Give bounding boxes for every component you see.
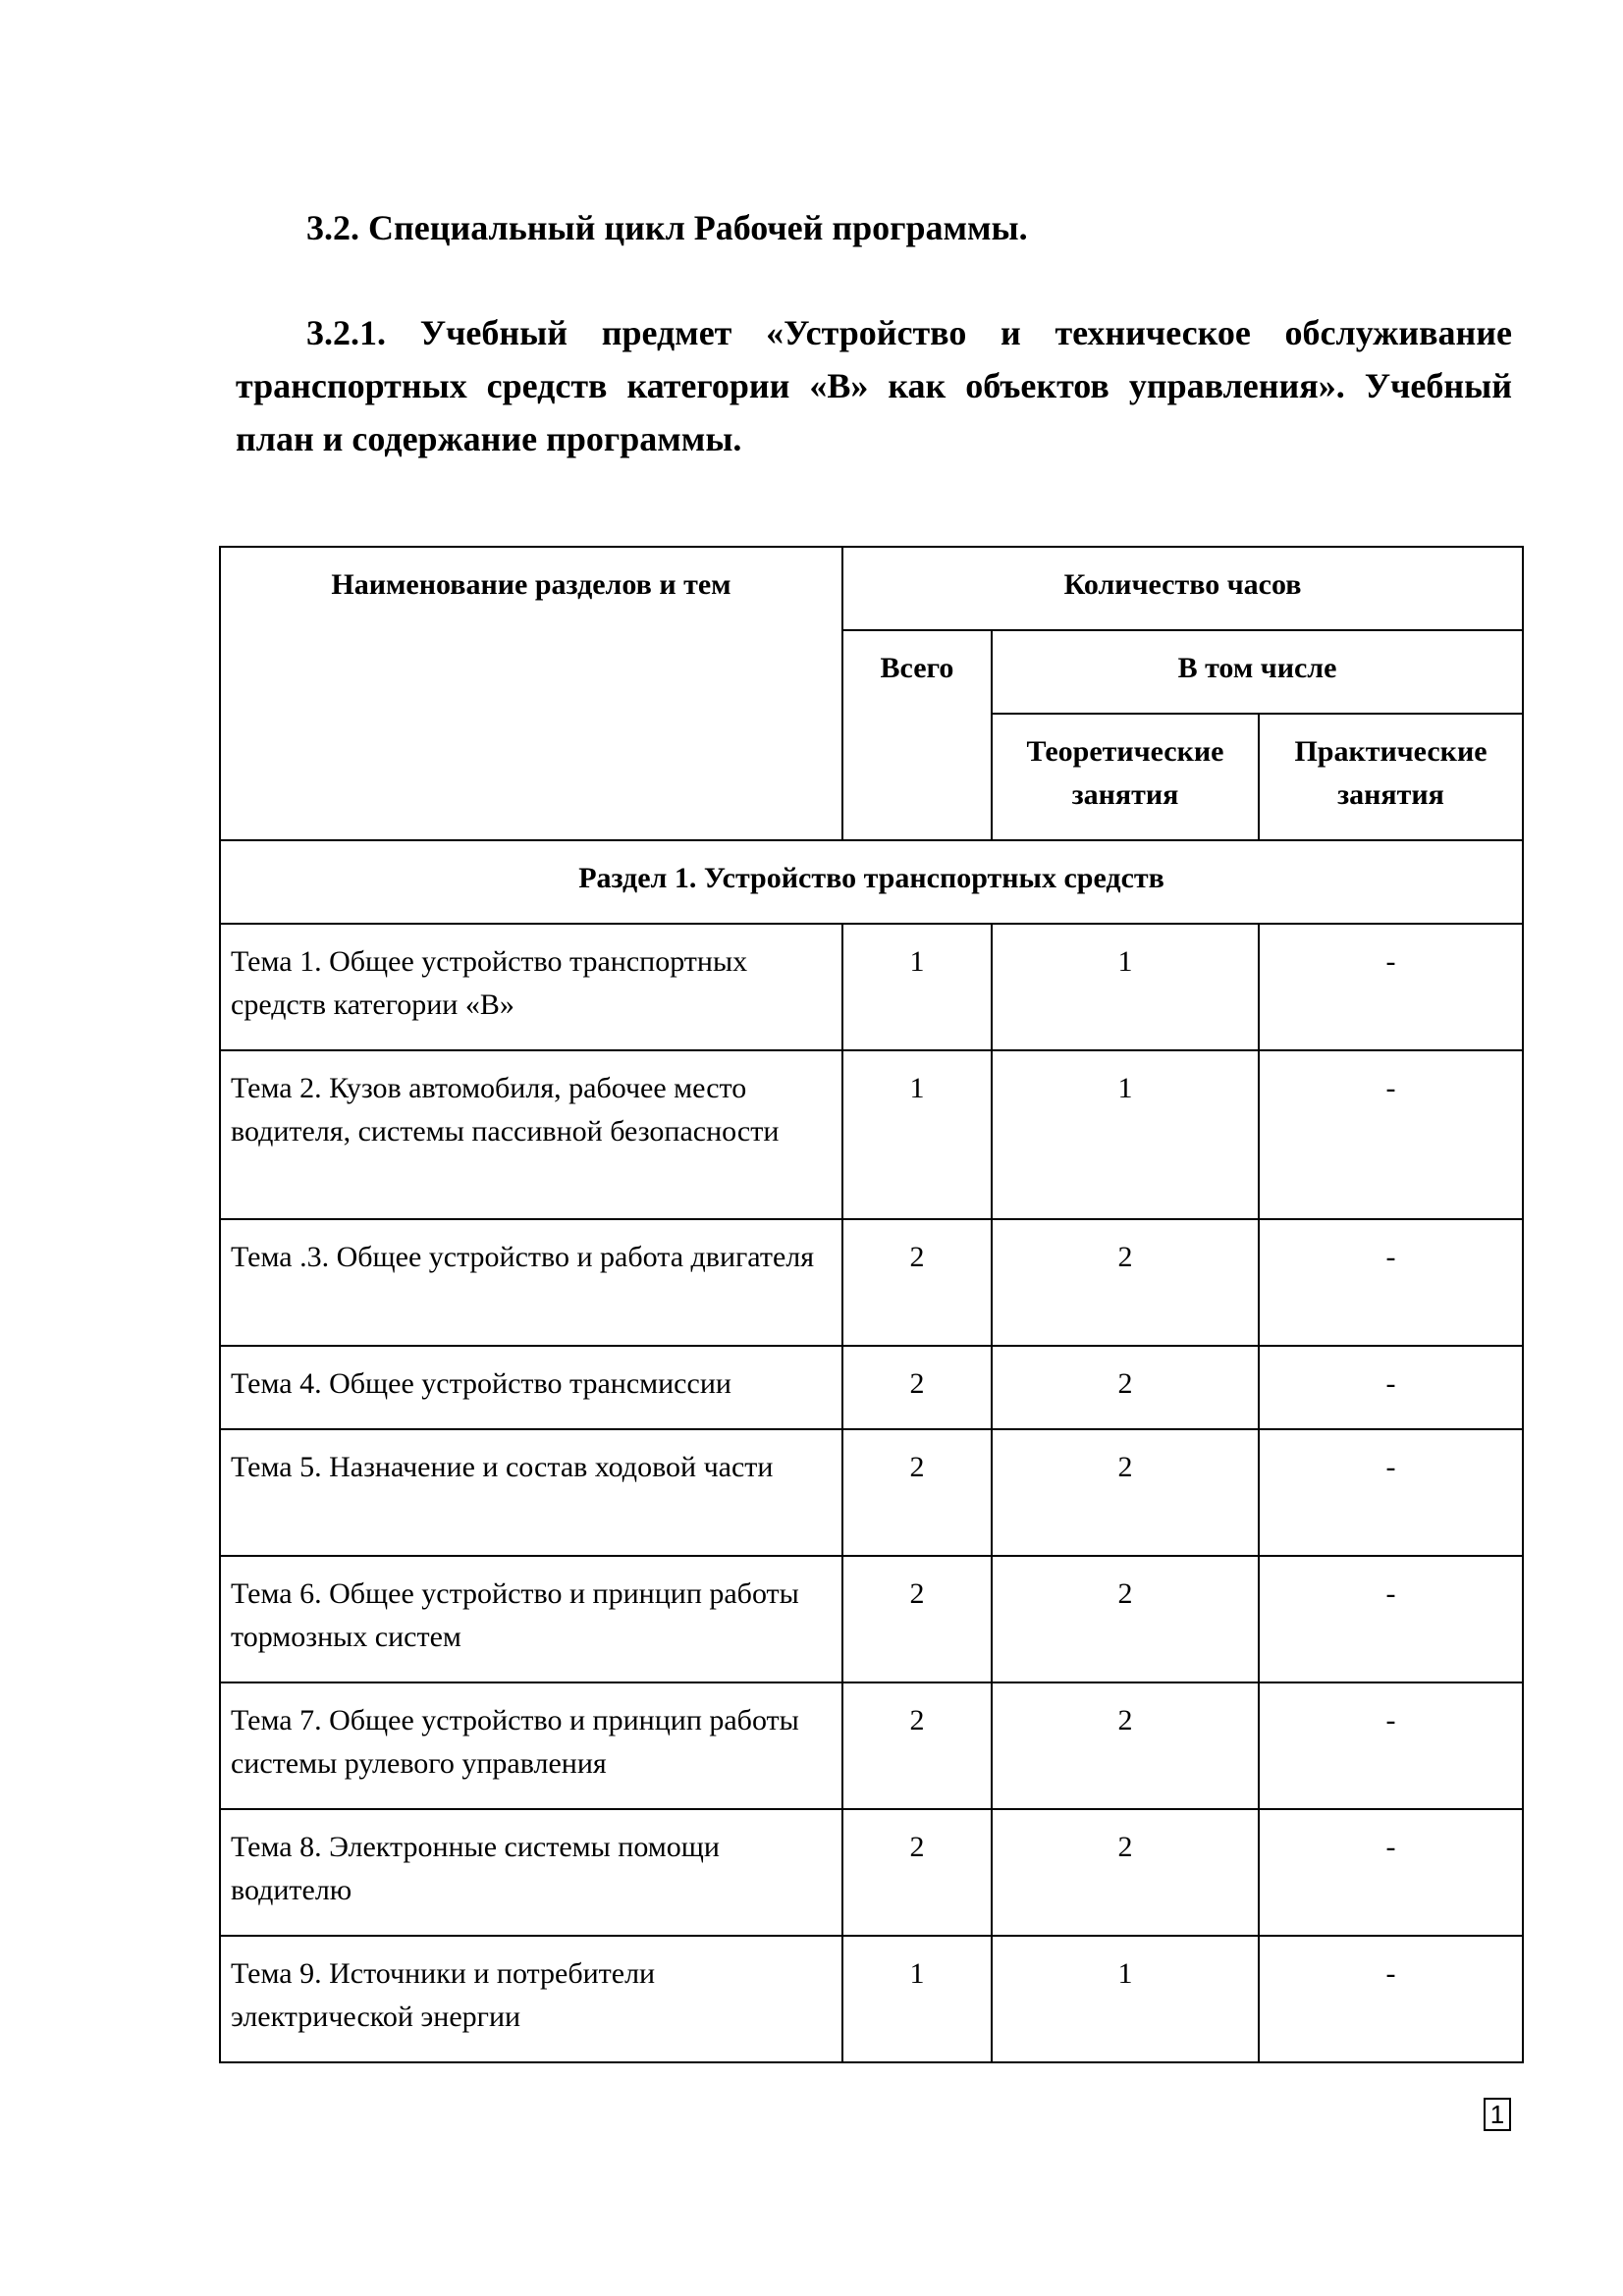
table-row — [220, 1219, 1523, 1346]
theory-cell: 2 — [992, 1809, 1259, 1936]
header-theory: Теоретические занятия — [992, 714, 1259, 840]
curriculum-table — [219, 546, 1524, 2063]
topic-cell: Тема 5. Назначение и состав ходовой части — [220, 1429, 842, 1556]
practice-cell: - — [1259, 1219, 1523, 1346]
section-row: Раздел 1. Устройство транспортных средств — [220, 840, 1523, 924]
topic-cell: Тема 6. Общее устройство и принцип работы тормозных систем — [220, 1556, 842, 1682]
theory-cell: 2 — [992, 1429, 1259, 1556]
subject-heading: 3.2.1. Учебный предмет «Устройство и техническое обслуживание транспортных средств категории «В» как объектов управления». Учебный план и содержание программы. — [236, 313, 1512, 458]
table-row — [220, 1346, 1523, 1429]
theory-cell: 2 — [992, 1219, 1259, 1346]
practice-cell: - — [1259, 924, 1523, 1050]
topic-cell: Тема 9. Источники и потребители электрической энергии — [220, 1936, 842, 2062]
theory-cell: 2 — [992, 1682, 1259, 1809]
total-cell: 2 — [842, 1556, 992, 1682]
theory-cell: 2 — [992, 1556, 1259, 1682]
header-total: Всего — [842, 630, 992, 840]
topic-cell: Тема 1. Общее устройство транспортных средств категории «В» — [220, 924, 842, 1050]
table-row — [220, 1936, 1523, 2062]
practice-cell: - — [1259, 1682, 1523, 1809]
practice-cell: - — [1259, 1429, 1523, 1556]
theory-cell: 1 — [992, 1050, 1259, 1219]
section-heading: 3.2. Специальный цикл Рабочей программы. — [306, 208, 1028, 247]
theory-cell: 1 — [992, 1936, 1259, 2062]
total-cell: 2 — [842, 1429, 992, 1556]
total-cell: 1 — [842, 924, 992, 1050]
header-topic-name: Наименование разделов и тем — [220, 547, 842, 840]
total-cell: 2 — [842, 1219, 992, 1346]
practice-cell: - — [1259, 1809, 1523, 1936]
total-cell: 1 — [842, 1050, 992, 1219]
page-number: 1 — [1484, 2098, 1511, 2131]
total-cell: 2 — [842, 1346, 992, 1429]
theory-cell: 2 — [992, 1346, 1259, 1429]
practice-cell: - — [1259, 1346, 1523, 1429]
table-row — [220, 1556, 1523, 1682]
practice-cell: - — [1259, 1936, 1523, 2062]
total-cell: 2 — [842, 1682, 992, 1809]
table-row — [220, 1809, 1523, 1936]
header-including: В том числе — [992, 630, 1523, 714]
table-row — [220, 1682, 1523, 1809]
practice-cell: - — [1259, 1050, 1523, 1219]
theory-cell: 1 — [992, 924, 1259, 1050]
topic-cell: Тема 4. Общее устройство трансмиссии — [220, 1346, 842, 1429]
topic-cell: Тема .3. Общее устройство и работа двигателя — [220, 1219, 842, 1346]
table-row — [220, 1429, 1523, 1556]
topic-cell: Тема 2. Кузов автомобиля, рабочее место водителя, системы пассивной безопасности — [220, 1050, 842, 1219]
table-row — [220, 924, 1523, 1050]
header-practice: Практические занятия — [1259, 714, 1523, 840]
topic-cell: Тема 7. Общее устройство и принцип работы системы рулевого управления — [220, 1682, 842, 1809]
practice-cell: - — [1259, 1556, 1523, 1682]
table-row — [220, 1050, 1523, 1219]
header-hours: Количество часов — [842, 547, 1523, 630]
total-cell: 1 — [842, 1936, 992, 2062]
topic-cell: Тема 8. Электронные системы помощи водителю — [220, 1809, 842, 1936]
total-cell: 2 — [842, 1809, 992, 1936]
